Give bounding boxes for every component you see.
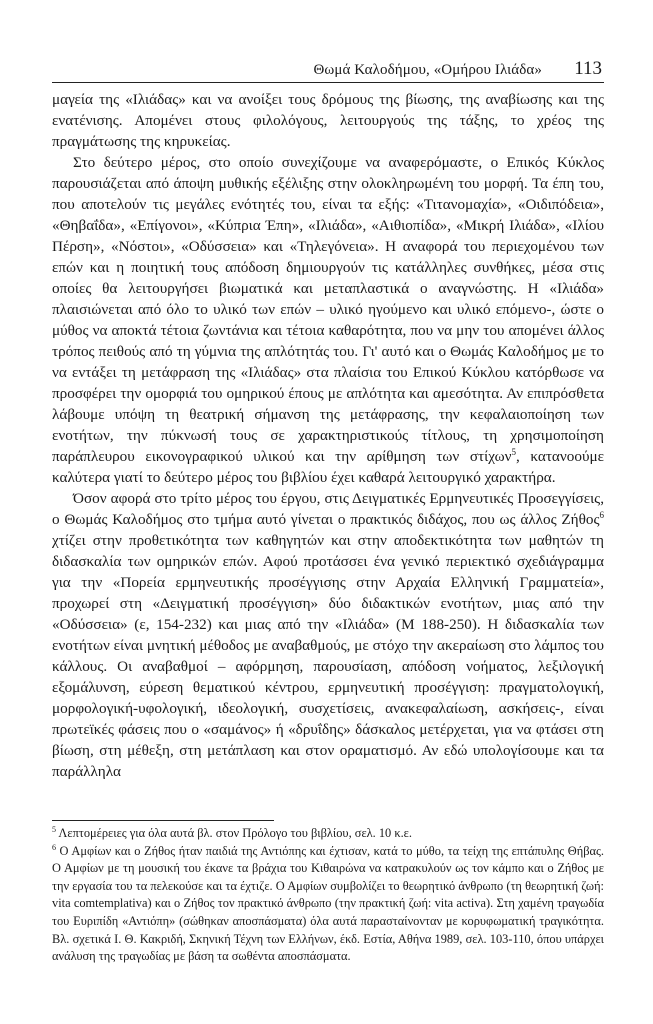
footnote xyxy=(52,843,604,966)
paragraph xyxy=(52,152,604,488)
footnote-text: Ο Αμφίων και ο Ζήθος ήταν παιδιά της Αντιόπης και έχτισαν, κατά το μύθο, τα τείχη της επτάπυλης Θήβας. Ο Αμφίων με τη μουσική του έκανε τα βράχια του Κιθαιρώνα να κατρακυλούν ως τον κάμπο και ο Ζήθος με την εργασία του τα πελεκούσε και τα έχτιζε. Ο Αμφίων συμβολίζει το θεωρητικό άνθρωπο (τη θεωρητική ζωή: vita comtemplativa) και ο Ζήθος τον πρακτικό άνθρωπο (την πρακτική ζωή: vita activa). Στη χαμένη τραγωδία του Ευριπίδη «Αντιόπη» (σώθηκαν αποσπάσματα) όλα αυτά παρασταίνονταν με κορυφωματική τραγικότητα. Βλ. σχετικά Ι. Θ. Κακριδή, Σκηνική Τέχνη των Ελλήνων, έκδ. Εστία, Αθήνα 1989, σελ. 103-110, όπου υπάρχει ανάλυση της τραγωδίας με βάση τα σωθέντα αποσπάσματα. xyxy=(52,843,604,964)
footnote xyxy=(52,825,604,843)
paragraph xyxy=(52,89,604,152)
footnote-ref-6[interactable]: 6 xyxy=(599,509,604,520)
main-text xyxy=(52,89,604,782)
footnote-divider xyxy=(52,820,274,821)
footnote-mark: 6 xyxy=(52,842,56,852)
running-header xyxy=(52,58,604,83)
running-title: Θωμά Καλοδήμου, «Ομήρου Ιλιάδα» xyxy=(313,62,542,78)
paragraph-text: Στο δεύτερο μέρος, στο οποίο συνεχίζουμε να αναφερόμαστε, ο Επικός Κύκλος παρουσιάζεται από άποψη μυθικής εξέλιξης στην ολοκληρωμένη του μορφή. Τα έπη του, που αποτελούν τις μεγάλες ενότητές του, είναι τα εξής: «Τιτανομαχία», «Οιδιπόδεια», «Θηβαΐδα», «Επίγονοι», «Κύπρια Έπη», «Ιλιάδα», «Αιθιοπίδα», «Μικρή Ιλιάδα», «Ιλίου Πέρση», «Νόστοι», «Οδύσσεια» και «Τηλεγόνεια». Η αναφορά του περιεχομένου των επών και η ποιητική τους απόδοση δημιουργούν τις κατάλληλες συνθήκες, μέσα στις οποίες θα λειτουργήσει βιωματικά και μεταπλαστικά ο αναγνώστης. Η «Ιλιάδα» πλαισιώνεται από όλο το υλικό των επών – υλικό ηγούμενο και υλικό επόμενο-, ώστε ο μύθος να αποκτά τέτοια ζωντάνια και τέτοια καθαρότητα, που να μην του απομένει άλλος τρόπος πειθούς από τη γύμνια της απλότητάς του. Γι' αυτό και ο Θωμάς Καλοδήμος με το να εντάξει τη μετάφραση της «Ιλιάδας» στα πλαίσια του Επικού Κύκλου κατόρθωσε να προσφέρει την ομορφιά του ομηρικού έπους με απλότητα και αμεσότητα. Αν επιπρόσθετα λάβουμε υπόψη τη θεατρική σήμανση της μετάφρασης, την κεφαλαιοποίηση των ενοτήτων, την πύκνωσή τους σε χαρακτηριστικούς τίτλους, τη χρησιμοποίηση παράπλευρου εικονογραφικού υλικού και την αρίθμηση των στίχων xyxy=(52,154,604,465)
footnote-mark: 5 xyxy=(52,824,56,834)
footnote-ref-5[interactable]: 5 xyxy=(511,446,516,457)
paragraph-text: χτίζει στην προθετικότητα των καθηγητών και στην αποδεκτικότητα των μαθητών τη διδασκαλία των ομηρικών επών. Αφού προτάσσει ένα γενικό περιεκτικό σχεδιάγραμμα για την «Πορεία ερμηνευτικής προσέγγισης στην Αρχαία Ελληνική Γραμματεία», προχωρεί στη «Δειγματική προσέγγιση» δύο διδακτικών ενοτήτων, μιας από την «Οδύσσεια» (ε, 154-232) και μιας από την «Ιλιάδα» (Μ 188-250). Η διδασκαλία των ενοτήτων είναι μνητική μέθοδος με αναβαθμούς, με στόχο την ακεραίωση στο λάμπος του κάλλους. Οι αναβαθμοί – αφόρμηση, παρουσίαση, απόδοση νοήματος, λεξιλογική εξομάλυνση, εύρεση θεματικού κέντρου, ερμηνευτική προσέγγιση: πραγματολογική, μορφολογική-υφολογική, ιδεολογική, συσχετίσεις, ανακεφαλαίωση, ασκήσεις-, είναι πρωτεϊκές φάσεις που ο «σαμάνος» ή «δρυΐδης» δάσκαλος μετέρχεται, για να φτάσει στη βίωση, στη μέθεξη, στη μετάπλαση και στον οραματισμό. Αν εδώ υπολογίσουμε και τα παράλληλα xyxy=(52,532,604,780)
paragraph-text: μαγεία της «Ιλιάδας» και να ανοίξει τους δρόμους της βίωσης, της αναβίωσης και της ενατένισης. Απομένει στους φιλολόγους, λειτουργούς της τάξης, το χρέος της πραγμάτωσης της κηρυκείας. xyxy=(52,91,604,150)
paragraph xyxy=(52,488,604,782)
paragraph-text: , κατανοούμε καλύτερα γιατί το δεύτερο μέρος του βιβλίου έχει καθαρά λειτουργικό χαρακτήρα. xyxy=(52,448,604,486)
page-number: 113 xyxy=(574,58,602,79)
paragraph-text: Όσον αφορά στο τρίτο μέρος του έργου, στις Δειγματικές Ερμηνευτικές Προσεγγίσεις, ο Θωμάς Καλοδήμος στο τμήμα αυτό γίνεται ο πρακτικός διδάχος, που ως άλλος Ζήθος xyxy=(52,490,604,528)
footnotes xyxy=(52,825,604,966)
footnote-text: Λεπτομέρειες για όλα αυτά βλ. στον Πρόλογο του βιβλίου, σελ. 10 κ.ε. xyxy=(56,826,412,840)
